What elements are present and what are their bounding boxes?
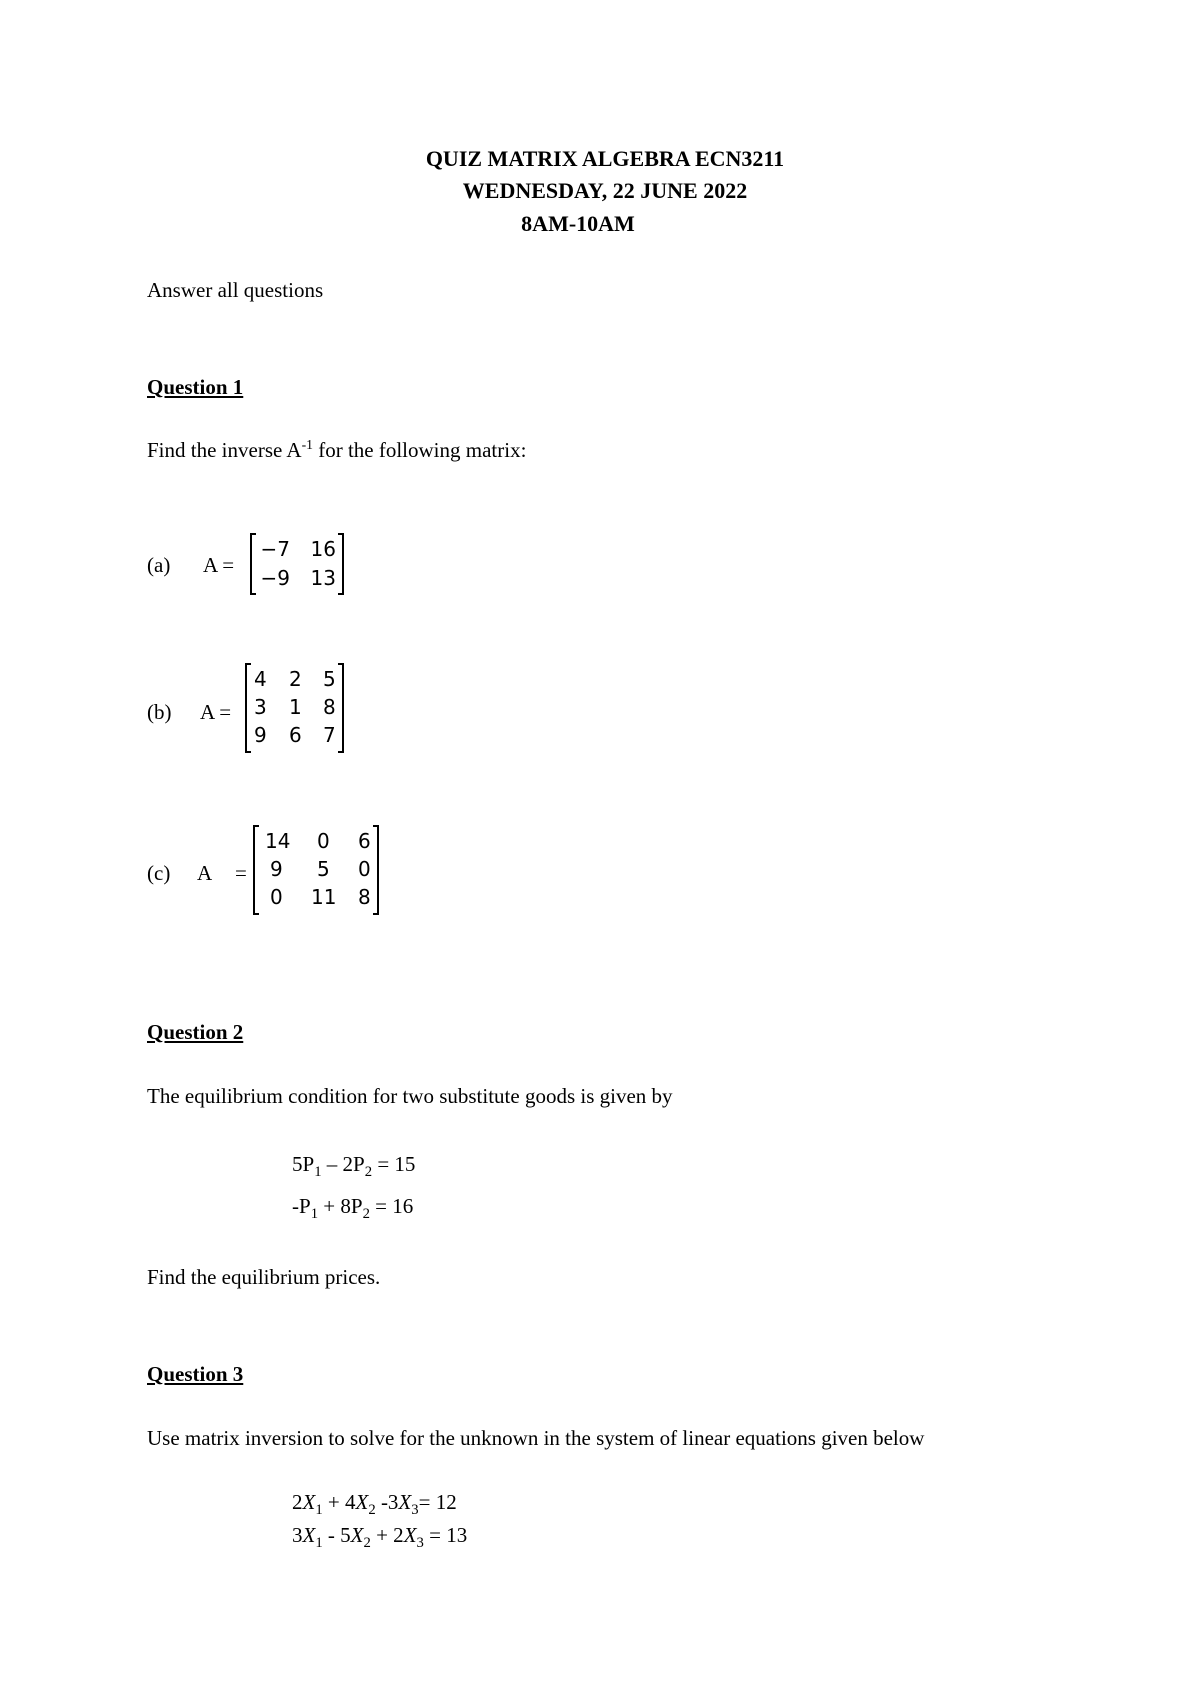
matrix-a <box>250 534 344 594</box>
part-c-lhs-a: A <box>197 861 213 885</box>
eq-rhs: = 15 <box>372 1152 416 1176</box>
eq-term: – 2P <box>321 1152 365 1176</box>
eq-subscript: 2 <box>368 1502 376 1519</box>
equation-3-1 <box>292 1490 457 1519</box>
matrix-b-cell: 2 <box>289 667 302 691</box>
eq-coefficient: 3 <box>292 1523 303 1547</box>
eq-subscript: 1 <box>315 1535 323 1552</box>
matrix-c-cell: 8 <box>358 885 371 909</box>
part-b-label: (b) <box>147 700 172 724</box>
part-c-label: (c) <box>147 861 171 885</box>
matrix-c-cell: 11 <box>311 885 337 909</box>
matrix-c-cell: 0 <box>358 857 371 881</box>
question-1-heading: Question 1 <box>147 375 244 399</box>
matrix-b-cell: 6 <box>289 723 302 747</box>
eq-subscript: 2 <box>364 1164 373 1181</box>
matrix-c-cell: 9 <box>270 857 283 881</box>
equation-2-2 <box>292 1194 414 1223</box>
part-c-lhs-equals: = <box>235 861 247 885</box>
matrix-b-cell: 5 <box>323 667 336 691</box>
eq-term: -P <box>292 1194 311 1218</box>
eq-subscript: 3 <box>416 1535 424 1552</box>
eq-variable: X <box>398 1490 412 1514</box>
question-1-prompt <box>147 438 526 463</box>
matrix-b-cell: 7 <box>323 723 336 747</box>
matrix-c-cell: 0 <box>270 885 283 909</box>
equation-3-2 <box>292 1523 468 1552</box>
matrix-a-cell: −7 <box>260 537 290 561</box>
eq-term: 5P <box>292 1152 315 1176</box>
eq-variable: X <box>355 1490 369 1514</box>
eq-coefficient: -3 <box>375 1490 399 1514</box>
matrix-b-cell: 8 <box>323 695 336 719</box>
matrix-c-cell: 14 <box>265 829 291 853</box>
eq-coefficient: - 5 <box>322 1523 351 1547</box>
part-b-lhs: A = <box>200 700 232 724</box>
eq-subscript: 1 <box>310 1206 319 1223</box>
matrix-b-cell: 9 <box>254 723 267 747</box>
eq-variable: X <box>350 1523 364 1547</box>
matrix-a-cell: 13 <box>310 566 336 590</box>
matrix-b-cell: 3 <box>254 695 267 719</box>
eq-subscript: 2 <box>363 1535 371 1552</box>
eq-coefficient: 2 <box>292 1490 303 1514</box>
matrix-b <box>245 664 344 752</box>
quiz-date: WEDNESDAY, 22 JUNE 2022 <box>462 178 748 203</box>
eq-rhs: = 13 <box>423 1523 468 1547</box>
question-3-heading: Question 3 <box>147 1362 244 1386</box>
eq-coefficient: + 4 <box>322 1490 356 1514</box>
inverse-superscript: -1 <box>301 437 313 452</box>
eq-subscript: 1 <box>314 1164 322 1181</box>
eq-variable: X <box>302 1490 316 1514</box>
matrix-c-cell: 6 <box>358 829 371 853</box>
matrix-c <box>253 826 379 914</box>
eq-subscript: 3 <box>411 1502 419 1519</box>
eq-coefficient: + 2 <box>370 1523 404 1547</box>
eq-rhs: = 16 <box>369 1194 414 1218</box>
instructions: Answer all questions <box>147 278 324 302</box>
eq-rhs: = 12 <box>418 1490 457 1514</box>
matrix-b-cell: 1 <box>289 695 302 719</box>
question-2-followup: Find the equilibrium prices. <box>147 1265 381 1289</box>
quiz-title: QUIZ MATRIX ALGEBRA ECN3211 <box>425 146 785 171</box>
eq-subscript: 2 <box>362 1206 370 1223</box>
question-1-prompt-start: Find the inverse A <box>147 438 302 462</box>
matrix-a-cell: −9 <box>260 566 290 590</box>
matrix-a-cell: 16 <box>310 537 336 561</box>
part-a-label: (a) <box>147 553 171 577</box>
equation-2-1 <box>292 1152 416 1181</box>
part-a-lhs: A = <box>203 553 235 577</box>
eq-variable: X <box>403 1523 417 1547</box>
matrix-c-cell: 0 <box>317 829 330 853</box>
question-1-prompt-end: for the following matrix: <box>312 438 527 462</box>
question-2-heading: Question 2 <box>147 1020 244 1044</box>
quiz-time: 8AM-10AM <box>521 211 635 236</box>
matrix-b-cell: 4 <box>254 667 267 691</box>
eq-subscript: 1 <box>315 1502 323 1519</box>
question-3-prompt: Use matrix inversion to solve for the unknown in the system of linear equations given below <box>147 1426 925 1450</box>
eq-variable: X <box>302 1523 316 1547</box>
matrix-c-cell: 5 <box>317 857 330 881</box>
eq-term: + 8P <box>318 1194 363 1218</box>
question-2-prompt: The equilibrium condition for two substitute goods is given by <box>147 1084 673 1108</box>
